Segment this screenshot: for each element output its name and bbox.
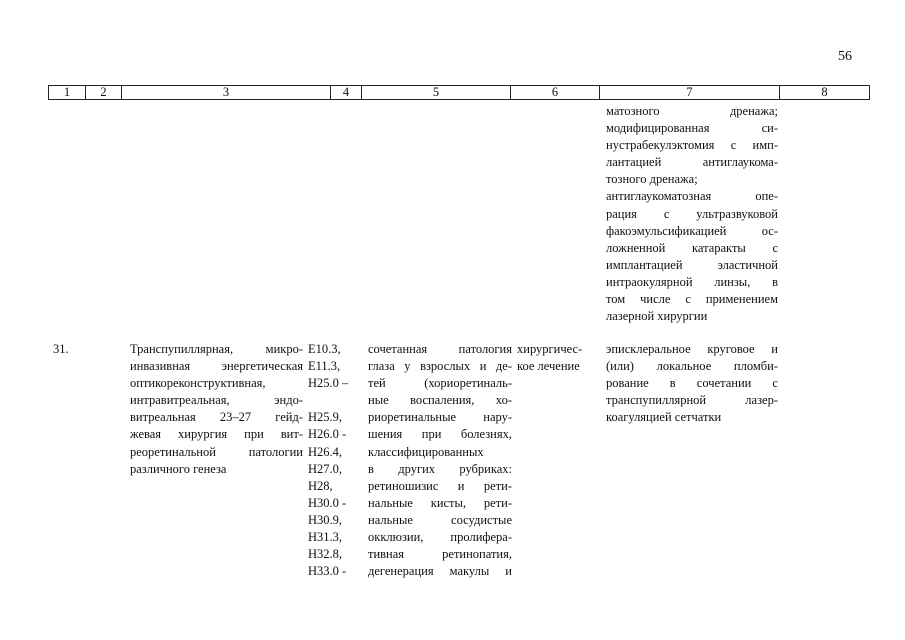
- text-line: H33.0 -: [308, 564, 347, 579]
- text-line: модифицированная си-: [606, 121, 778, 136]
- text-line: E11.3,: [308, 359, 341, 374]
- text-line: E10.3,: [308, 342, 341, 356]
- text-line: факоэмульсификацией ос-: [606, 223, 778, 238]
- text-line: рация с ультразвуковой: [606, 206, 778, 221]
- text-line: реоретинальной патологии: [130, 444, 303, 459]
- page-number: 56: [838, 49, 852, 64]
- text-line: тозного дренажа;: [606, 172, 698, 187]
- text-line: дегенерация макулы и: [368, 564, 512, 579]
- text-line: эписклеральное круговое и: [606, 342, 778, 356]
- text-line: в других рубриках:: [368, 461, 512, 476]
- row31-col6-treatment-type: [517, 341, 597, 375]
- text-line: ложненной катаракты с: [606, 240, 778, 255]
- text-line: транспупиллярной лазер-: [606, 393, 778, 408]
- text-line: матозного дренажа;: [606, 104, 778, 118]
- text-line: (или) локальное пломби-: [606, 359, 778, 374]
- text-line: ретиношизис и рети-: [368, 478, 512, 493]
- text-line: классифицированных: [368, 444, 484, 459]
- text-line: интравитреальная, эндо-: [130, 393, 303, 408]
- header-col-6: 6: [511, 86, 600, 99]
- text-line: тей (хориоретиналь-: [368, 376, 512, 391]
- text-line: H28,: [308, 478, 333, 493]
- text-line: имплантацией эластичной: [606, 257, 778, 272]
- row31-col7-treatment-method: [606, 341, 778, 426]
- text-line: H27.0,: [308, 461, 343, 476]
- text-line: нустрабекулэктомия с имп-: [606, 138, 778, 153]
- text-line: жевая хирургия при вит-: [130, 427, 303, 442]
- row31-col5-diagnosis: [368, 341, 512, 580]
- text-line: кое лечение: [517, 359, 580, 374]
- header-col-2: 2: [86, 86, 122, 99]
- text-line: H30.0 -: [308, 495, 347, 510]
- text-line: инвазивная энергетическая: [130, 359, 303, 374]
- text-line: [308, 392, 360, 409]
- text-line: антиглаукоматозная опе-: [606, 189, 778, 204]
- row-number: 31.: [53, 342, 69, 356]
- text-line: H26.4,: [308, 444, 343, 459]
- text-line: H30.9,: [308, 512, 343, 527]
- text-line: риоретинальные нару-: [368, 410, 512, 425]
- text-line: нальные сосудистые: [368, 512, 512, 527]
- text-line: H32.8,: [308, 547, 343, 562]
- row31-col4-codes: [308, 341, 360, 580]
- text-line: сочетанная патология: [368, 342, 512, 356]
- text-line: том числе с применением: [606, 292, 778, 307]
- text-line: ные воспаления, хо-: [368, 393, 512, 408]
- header-col-5: 5: [362, 86, 511, 99]
- header-col-7: 7: [600, 86, 780, 99]
- text-line: оптикореконструктивная,: [130, 376, 266, 391]
- text-line: различного генеза: [130, 461, 227, 476]
- text-line: лантацией антиглаукома-: [606, 155, 778, 170]
- header-col-8: 8: [821, 85, 828, 99]
- text-line: лазерной хирургии: [606, 309, 708, 324]
- text-line: витреальная 23–27 гейд-: [130, 410, 303, 425]
- header-col-1: 1: [49, 86, 86, 99]
- continuation-col7: [606, 103, 778, 325]
- text-line: H26.0 -: [308, 427, 347, 442]
- text-line: интраокулярной линзы, в: [606, 274, 778, 289]
- text-line: H25.9,: [308, 410, 343, 425]
- header-col-4: 4: [331, 86, 362, 99]
- text-line: рование в сочетании с: [606, 376, 778, 391]
- header-col-3: 3: [122, 86, 331, 99]
- text-line: коагуляцией сетчатки: [606, 410, 722, 425]
- text-line: Транспупиллярная, микро-: [130, 342, 303, 356]
- text-line: H25.0 –: [308, 376, 349, 391]
- text-line: нальные кисты, рети-: [368, 495, 512, 510]
- text-line: шения при болезнях,: [368, 427, 512, 442]
- text-line: хирургичес-: [517, 342, 583, 356]
- table-header-row: [48, 85, 870, 100]
- text-line: глаза у взрослых и де-: [368, 359, 512, 374]
- row31-col3-method: [130, 341, 303, 478]
- text-line: H31.3,: [308, 530, 343, 545]
- text-line: окклюзии, пролифера-: [368, 530, 512, 545]
- text-line: тивная ретинопатия,: [368, 547, 512, 562]
